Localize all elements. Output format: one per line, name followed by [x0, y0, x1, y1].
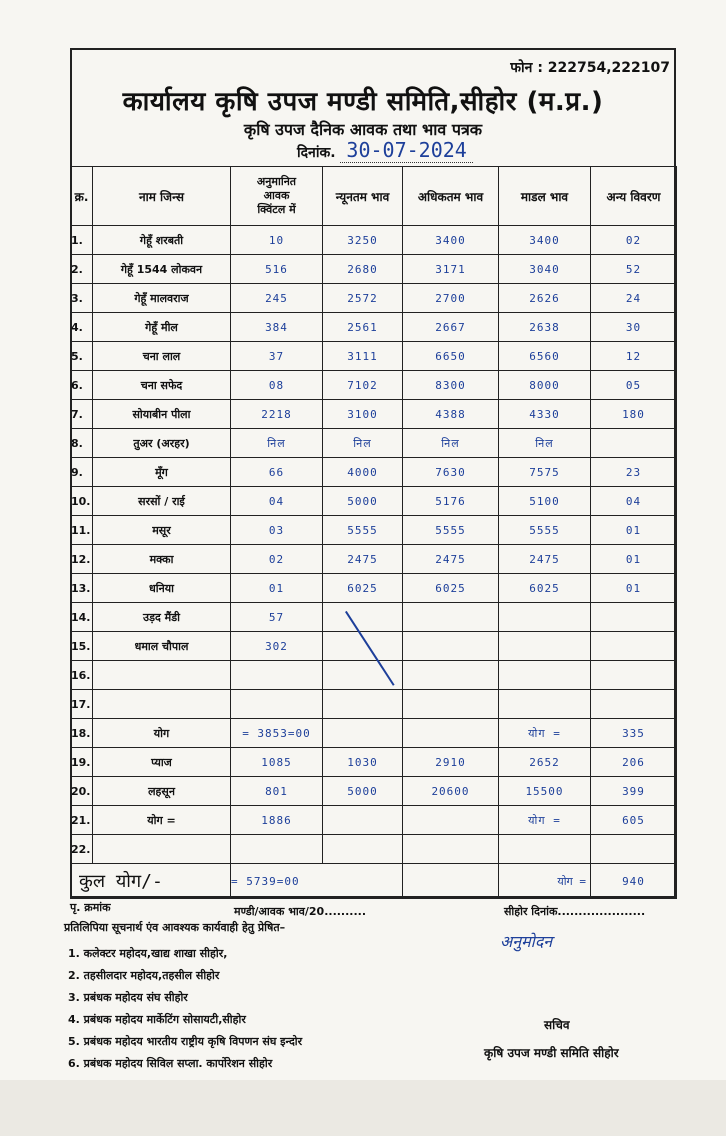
mandi-ref: मण्डी/आवक भाव/20.......... — [234, 905, 366, 918]
row-min-price: 1030 — [323, 748, 403, 777]
row-min-price — [323, 661, 403, 690]
recipient-line: 5. प्रबंधक महोदय भारतीय राष्ट्रीय कृषि विपणन संघ इन्दोर — [68, 1035, 303, 1048]
row-model-price: निल — [499, 429, 591, 458]
row-model-price: 5100 — [499, 487, 591, 516]
row-other — [591, 603, 677, 632]
phone-numbers: फोन : 222754,222107 — [510, 60, 670, 76]
row-max-price: 8300 — [403, 371, 499, 400]
row-serial: 9. — [71, 458, 93, 487]
table-row — [71, 806, 677, 835]
row-min-price — [323, 835, 403, 864]
row-commodity-name: चना सफेद — [93, 371, 231, 400]
arrival-price-table — [70, 166, 677, 899]
recipient-line: 2. तहसीलदार महोदय,तहसील सीहोर — [68, 969, 220, 982]
row-max-price — [403, 603, 499, 632]
row-min-price: निल — [323, 429, 403, 458]
row-model-price: 3400 — [499, 226, 591, 255]
row-commodity-name: मक्का — [93, 545, 231, 574]
row-commodity-name: गेहूँ मालवराज — [93, 284, 231, 313]
row-model-price: 3040 — [499, 255, 591, 284]
table-row — [71, 400, 677, 429]
row-min-price: 3250 — [323, 226, 403, 255]
row-commodity-name: धमाल चौपाल — [93, 632, 231, 661]
row-arrival: निल — [231, 429, 323, 458]
row-commodity-name — [93, 661, 231, 690]
row-serial: 19. — [71, 748, 93, 777]
row-arrival: 03 — [231, 516, 323, 545]
grand-total-label: कुल योग/- — [71, 864, 231, 899]
col-other: अन्य विवरण — [591, 167, 677, 226]
row-model-price: योग = — [499, 806, 591, 835]
row-max-price: 6025 — [403, 574, 499, 603]
row-max-price: 20600 — [403, 777, 499, 806]
row-arrival: 08 — [231, 371, 323, 400]
row-serial: 12. — [71, 545, 93, 574]
grand-total-other-value: 940 — [591, 864, 677, 899]
row-model-price: 2652 — [499, 748, 591, 777]
row-min-price: 2680 — [323, 255, 403, 284]
row-arrival: 801 — [231, 777, 323, 806]
row-commodity-name: चना लाल — [93, 342, 231, 371]
row-commodity-name: योग — [93, 719, 231, 748]
row-other — [591, 835, 677, 864]
row-arrival — [231, 690, 323, 719]
row-arrival: 04 — [231, 487, 323, 516]
col-estimate-line: अनुमानित — [256, 175, 297, 188]
row-min-price — [323, 719, 403, 748]
row-serial: 5. — [71, 342, 93, 371]
row-other: 30 — [591, 313, 677, 342]
row-serial: 20. — [71, 777, 93, 806]
row-other: 02 — [591, 226, 677, 255]
row-min-price: 2572 — [323, 284, 403, 313]
row-other: 05 — [591, 371, 677, 400]
recipient-line: 4. प्रबंधक महोदय मार्केटिंग सोसायटी,सीहोर — [68, 1013, 246, 1026]
row-other — [591, 429, 677, 458]
row-arrival: 1886 — [231, 806, 323, 835]
col-sr: क्र. — [71, 167, 93, 226]
row-other: 180 — [591, 400, 677, 429]
row-max-price — [403, 835, 499, 864]
row-max-price: 2700 — [403, 284, 499, 313]
row-max-price: 5555 — [403, 516, 499, 545]
row-min-price — [323, 806, 403, 835]
row-max-price: निल — [403, 429, 499, 458]
col-estimate-line: आवक — [263, 189, 290, 202]
report-subtitle: कृषि उपज दैनिक आवक तथा भाव पत्रक — [243, 120, 483, 139]
office-title: कार्यालय कृषि उपज मण्डी समिति,सीहोर (म.प्र.) — [122, 87, 604, 117]
row-model-price — [499, 835, 591, 864]
row-arrival: 01 — [231, 574, 323, 603]
row-arrival: 57 — [231, 603, 323, 632]
designation: सचिव — [544, 1018, 570, 1032]
row-commodity-name: गेहूँ शरबती — [93, 226, 231, 255]
row-model-price: 6560 — [499, 342, 591, 371]
row-other: 24 — [591, 284, 677, 313]
row-commodity-name: सोयाबीन पीला — [93, 400, 231, 429]
row-model-price — [499, 690, 591, 719]
row-max-price: 5176 — [403, 487, 499, 516]
desk-background — [0, 1080, 726, 1136]
row-model-price: 5555 — [499, 516, 591, 545]
row-other: 52 — [591, 255, 677, 284]
row-min-price — [323, 603, 403, 632]
row-commodity-name: लहसून — [93, 777, 231, 806]
row-model-price: 2475 — [499, 545, 591, 574]
row-arrival: 384 — [231, 313, 323, 342]
date-label: दिनांक — [297, 145, 331, 161]
row-serial: 21. — [71, 806, 93, 835]
row-arrival: 66 — [231, 458, 323, 487]
col-estimate — [231, 167, 323, 226]
grand-total-other-label: योग = — [499, 864, 591, 899]
col-min: न्यूनतम भाव — [323, 167, 403, 226]
row-serial: 3. — [71, 284, 93, 313]
row-model-price: 7575 — [499, 458, 591, 487]
row-min-price: 5555 — [323, 516, 403, 545]
row-max-price: 7630 — [403, 458, 499, 487]
row-min-price: 5000 — [323, 487, 403, 516]
row-max-price: 4388 — [403, 400, 499, 429]
table-row — [71, 661, 677, 690]
table-row — [71, 777, 677, 806]
row-serial: 17. — [71, 690, 93, 719]
col-estimate-line: क्विंटल में — [257, 203, 296, 216]
row-max-price: 6650 — [403, 342, 499, 371]
grand-total-empty — [403, 864, 499, 899]
row-commodity-name: सरसों / राई — [93, 487, 231, 516]
row-arrival: 245 — [231, 284, 323, 313]
row-model-price — [499, 661, 591, 690]
row-serial: 11. — [71, 516, 93, 545]
row-min-price: 3100 — [323, 400, 403, 429]
row-arrival: = 3853=00 — [231, 719, 323, 748]
row-arrival: 1085 — [231, 748, 323, 777]
row-other: 04 — [591, 487, 677, 516]
row-commodity-name: मसूर — [93, 516, 231, 545]
row-arrival: 37 — [231, 342, 323, 371]
row-min-price: 5000 — [323, 777, 403, 806]
row-commodity-name: गेहूँ 1544 लोकवन — [93, 255, 231, 284]
row-arrival — [231, 835, 323, 864]
table-row — [71, 313, 677, 342]
row-other: 01 — [591, 574, 677, 603]
row-commodity-name: गेहूँ मील — [93, 313, 231, 342]
row-max-price: 3171 — [403, 255, 499, 284]
row-serial: 6. — [71, 371, 93, 400]
row-serial: 2. — [71, 255, 93, 284]
recipient-line: 6. प्रबंधक महोदय सिविल सप्ला. कार्पोरेशन सीहोर — [68, 1057, 273, 1070]
row-serial: 8. — [71, 429, 93, 458]
col-max: अधिकतम भाव — [403, 167, 499, 226]
row-other: 23 — [591, 458, 677, 487]
table-row — [71, 371, 677, 400]
row-serial: 1. — [71, 226, 93, 255]
row-arrival: 2218 — [231, 400, 323, 429]
row-model-price: 6025 — [499, 574, 591, 603]
recipient-line: 1. कलेक्टर महोदय,खाद्य शाखा सीहोर, — [68, 947, 228, 960]
col-name: नाम जिन्स — [93, 167, 231, 226]
table-row — [71, 603, 677, 632]
grand-total-row — [71, 864, 677, 899]
row-commodity-name — [93, 690, 231, 719]
table-row — [71, 429, 677, 458]
row-other — [591, 661, 677, 690]
row-serial: 10. — [71, 487, 93, 516]
row-serial: 18. — [71, 719, 93, 748]
grand-total-value: = 5739=00 — [231, 864, 403, 899]
row-min-price — [323, 690, 403, 719]
row-commodity-name: योग = — [93, 806, 231, 835]
row-other: 01 — [591, 516, 677, 545]
date-line: दिनांक. 30-07-2024 — [297, 138, 473, 162]
col-model: माडल भाव — [499, 167, 591, 226]
table-row — [71, 516, 677, 545]
date-value: 30-07-2024 — [340, 138, 472, 163]
signature: अनुमोदन — [500, 932, 553, 951]
row-model-price: 8000 — [499, 371, 591, 400]
table-row — [71, 342, 677, 371]
row-max-price: 2910 — [403, 748, 499, 777]
row-other: 01 — [591, 545, 677, 574]
row-commodity-name: मूँग — [93, 458, 231, 487]
row-serial: 7. — [71, 400, 93, 429]
row-serial: 4. — [71, 313, 93, 342]
row-min-price: 2475 — [323, 545, 403, 574]
row-commodity-name: धनिया — [93, 574, 231, 603]
row-max-price — [403, 719, 499, 748]
row-model-price — [499, 632, 591, 661]
row-other: 12 — [591, 342, 677, 371]
table-row — [71, 226, 677, 255]
row-serial: 13. — [71, 574, 93, 603]
row-other — [591, 690, 677, 719]
header-row — [71, 167, 677, 226]
row-arrival: 302 — [231, 632, 323, 661]
row-commodity-name: उड़द मैंडी — [93, 603, 231, 632]
table-row — [71, 255, 677, 284]
recipient-line: 3. प्रबंधक महोदय संघ सीहोर — [68, 991, 188, 1004]
row-arrival: 10 — [231, 226, 323, 255]
table-row — [71, 284, 677, 313]
row-min-price: 7102 — [323, 371, 403, 400]
row-arrival — [231, 661, 323, 690]
ref-number: पृ. क्रमांक — [70, 901, 111, 914]
copy-to: प्रतिलिपिया सूचनार्थ एंव आवश्यक कार्यवाही हेतु प्रेषित– — [64, 921, 286, 934]
row-min-price: 2561 — [323, 313, 403, 342]
row-arrival: 516 — [231, 255, 323, 284]
row-other — [591, 632, 677, 661]
row-commodity-name — [93, 835, 231, 864]
place-date: सीहोर दिनांक..................... — [504, 905, 646, 918]
row-max-price — [403, 661, 499, 690]
row-max-price — [403, 806, 499, 835]
row-other: 206 — [591, 748, 677, 777]
row-model-price: योग = — [499, 719, 591, 748]
row-max-price: 3400 — [403, 226, 499, 255]
row-other: 605 — [591, 806, 677, 835]
table-row — [71, 545, 677, 574]
committee-name: कृषि उपज मण्डी समिति सीहोर — [484, 1046, 619, 1060]
row-serial: 16. — [71, 661, 93, 690]
row-model-price: 15500 — [499, 777, 591, 806]
table-row — [71, 458, 677, 487]
row-arrival: 02 — [231, 545, 323, 574]
row-model-price: 4330 — [499, 400, 591, 429]
row-min-price: 4000 — [323, 458, 403, 487]
row-commodity-name: तुअर (अरहर) — [93, 429, 231, 458]
row-model-price: 2626 — [499, 284, 591, 313]
row-serial: 22. — [71, 835, 93, 864]
table-row — [71, 748, 677, 777]
table-row — [71, 719, 677, 748]
row-serial: 15. — [71, 632, 93, 661]
row-model-price — [499, 603, 591, 632]
table-row — [71, 574, 677, 603]
row-other: 399 — [591, 777, 677, 806]
row-model-price: 2638 — [499, 313, 591, 342]
row-max-price — [403, 690, 499, 719]
row-max-price: 2475 — [403, 545, 499, 574]
row-min-price: 3111 — [323, 342, 403, 371]
table-row — [71, 835, 677, 864]
row-max-price — [403, 632, 499, 661]
table-row — [71, 690, 677, 719]
row-commodity-name: प्याज — [93, 748, 231, 777]
row-other: 335 — [591, 719, 677, 748]
row-max-price: 2667 — [403, 313, 499, 342]
row-serial: 14. — [71, 603, 93, 632]
row-min-price: 6025 — [323, 574, 403, 603]
table-row — [71, 487, 677, 516]
